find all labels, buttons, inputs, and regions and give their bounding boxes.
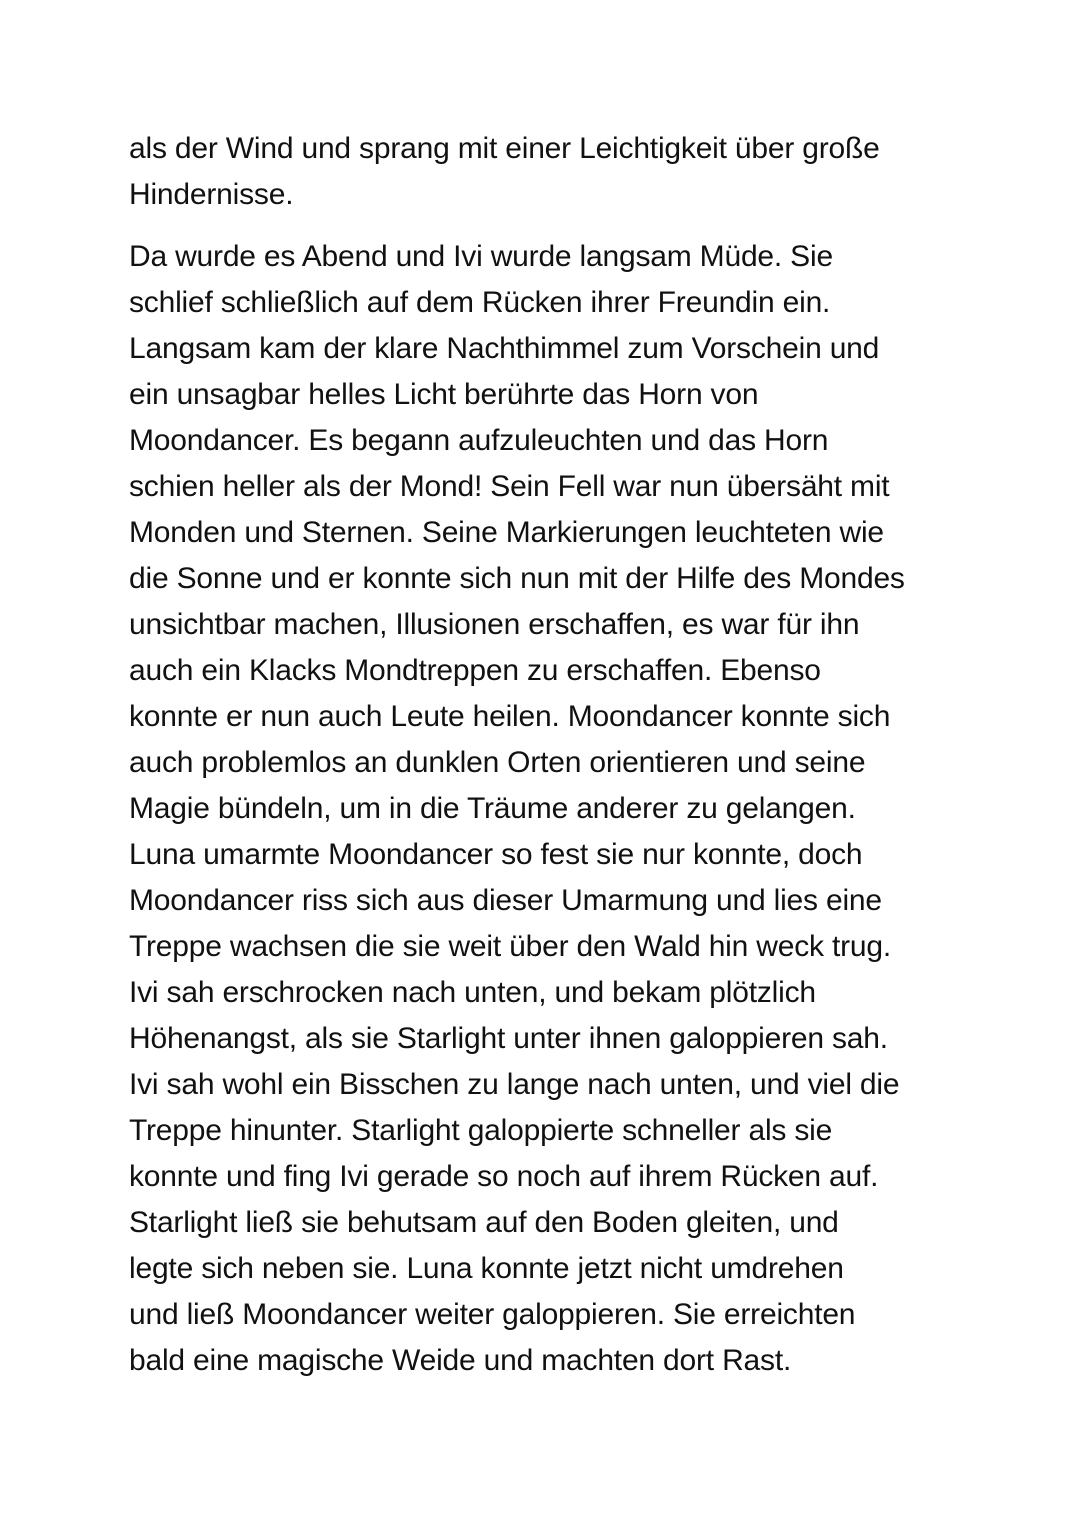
text-line: Monden und Sternen. Seine Markierungen leuchteten wie — [129, 516, 884, 549]
text-line: als der Wind und sprang mit einer Leichtigkeit über große — [129, 132, 880, 165]
text-line: Da wurde es Abend und Ivi wurde langsam Müde. Sie — [129, 240, 833, 273]
text-line: unsichtbar machen, Illusionen erschaffen, es war für ihn — [129, 608, 860, 641]
text-line: Luna umarmte Moondancer so fest sie nur konnte, doch — [129, 838, 863, 871]
text-line: Treppe hinunter. Starlight galoppierte schneller als sie — [129, 1114, 833, 1147]
paragraph-spacer — [129, 218, 959, 234]
text-line: Magie bündeln, um in die Träume anderer zu gelangen. — [129, 792, 856, 825]
text-line: die Sonne und er konnte sich nun mit der Hilfe des Mondes — [129, 562, 905, 595]
story-text — [129, 126, 959, 1384]
paragraph-2 — [129, 234, 959, 1384]
text-line: Starlight ließ sie behutsam auf den Boden gleiten, und — [129, 1206, 839, 1239]
text-line: Höhenangst, als sie Starlight unter ihnen galoppieren sah. — [129, 1022, 888, 1055]
text-line: Ivi sah wohl ein Bisschen zu lange nach unten, und viel die — [129, 1068, 900, 1101]
text-line: Moondancer. Es begann aufzuleuchten und das Horn — [129, 424, 829, 457]
text-line: konnte und fing Ivi gerade so noch auf ihrem Rücken auf. — [129, 1160, 879, 1193]
text-line: konnte er nun auch Leute heilen. Moondancer konnte sich — [129, 700, 891, 733]
text-line: auch ein Klacks Mondtreppen zu erschaffen. Ebenso — [129, 654, 821, 687]
text-line: Hindernisse. — [129, 178, 294, 211]
text-line: legte sich neben sie. Luna konnte jetzt nicht umdrehen — [129, 1252, 844, 1285]
text-line: Langsam kam der klare Nachthimmel zum Vorschein und — [129, 332, 880, 365]
paragraph-1 — [129, 126, 959, 218]
text-line: Treppe wachsen die sie weit über den Wald hin weck trug. — [129, 930, 891, 963]
text-line: Ivi sah erschrocken nach unten, und bekam plötzlich — [129, 976, 816, 1009]
text-line: und ließ Moondancer weiter galoppieren. Sie erreichten — [129, 1298, 856, 1331]
text-line: ein unsagbar helles Licht berührte das Horn von — [129, 378, 759, 411]
text-line: Moondancer riss sich aus dieser Umarmung und lies eine — [129, 884, 882, 917]
text-line: schlief schließlich auf dem Rücken ihrer Freundin ein. — [129, 286, 831, 319]
text-line: auch problemlos an dunklen Orten orientieren und seine — [129, 746, 866, 779]
text-line: schien heller als der Mond! Sein Fell war nun übersäht mit — [129, 470, 890, 503]
text-line: bald eine magische Weide und machten dort Rast. — [129, 1344, 792, 1377]
